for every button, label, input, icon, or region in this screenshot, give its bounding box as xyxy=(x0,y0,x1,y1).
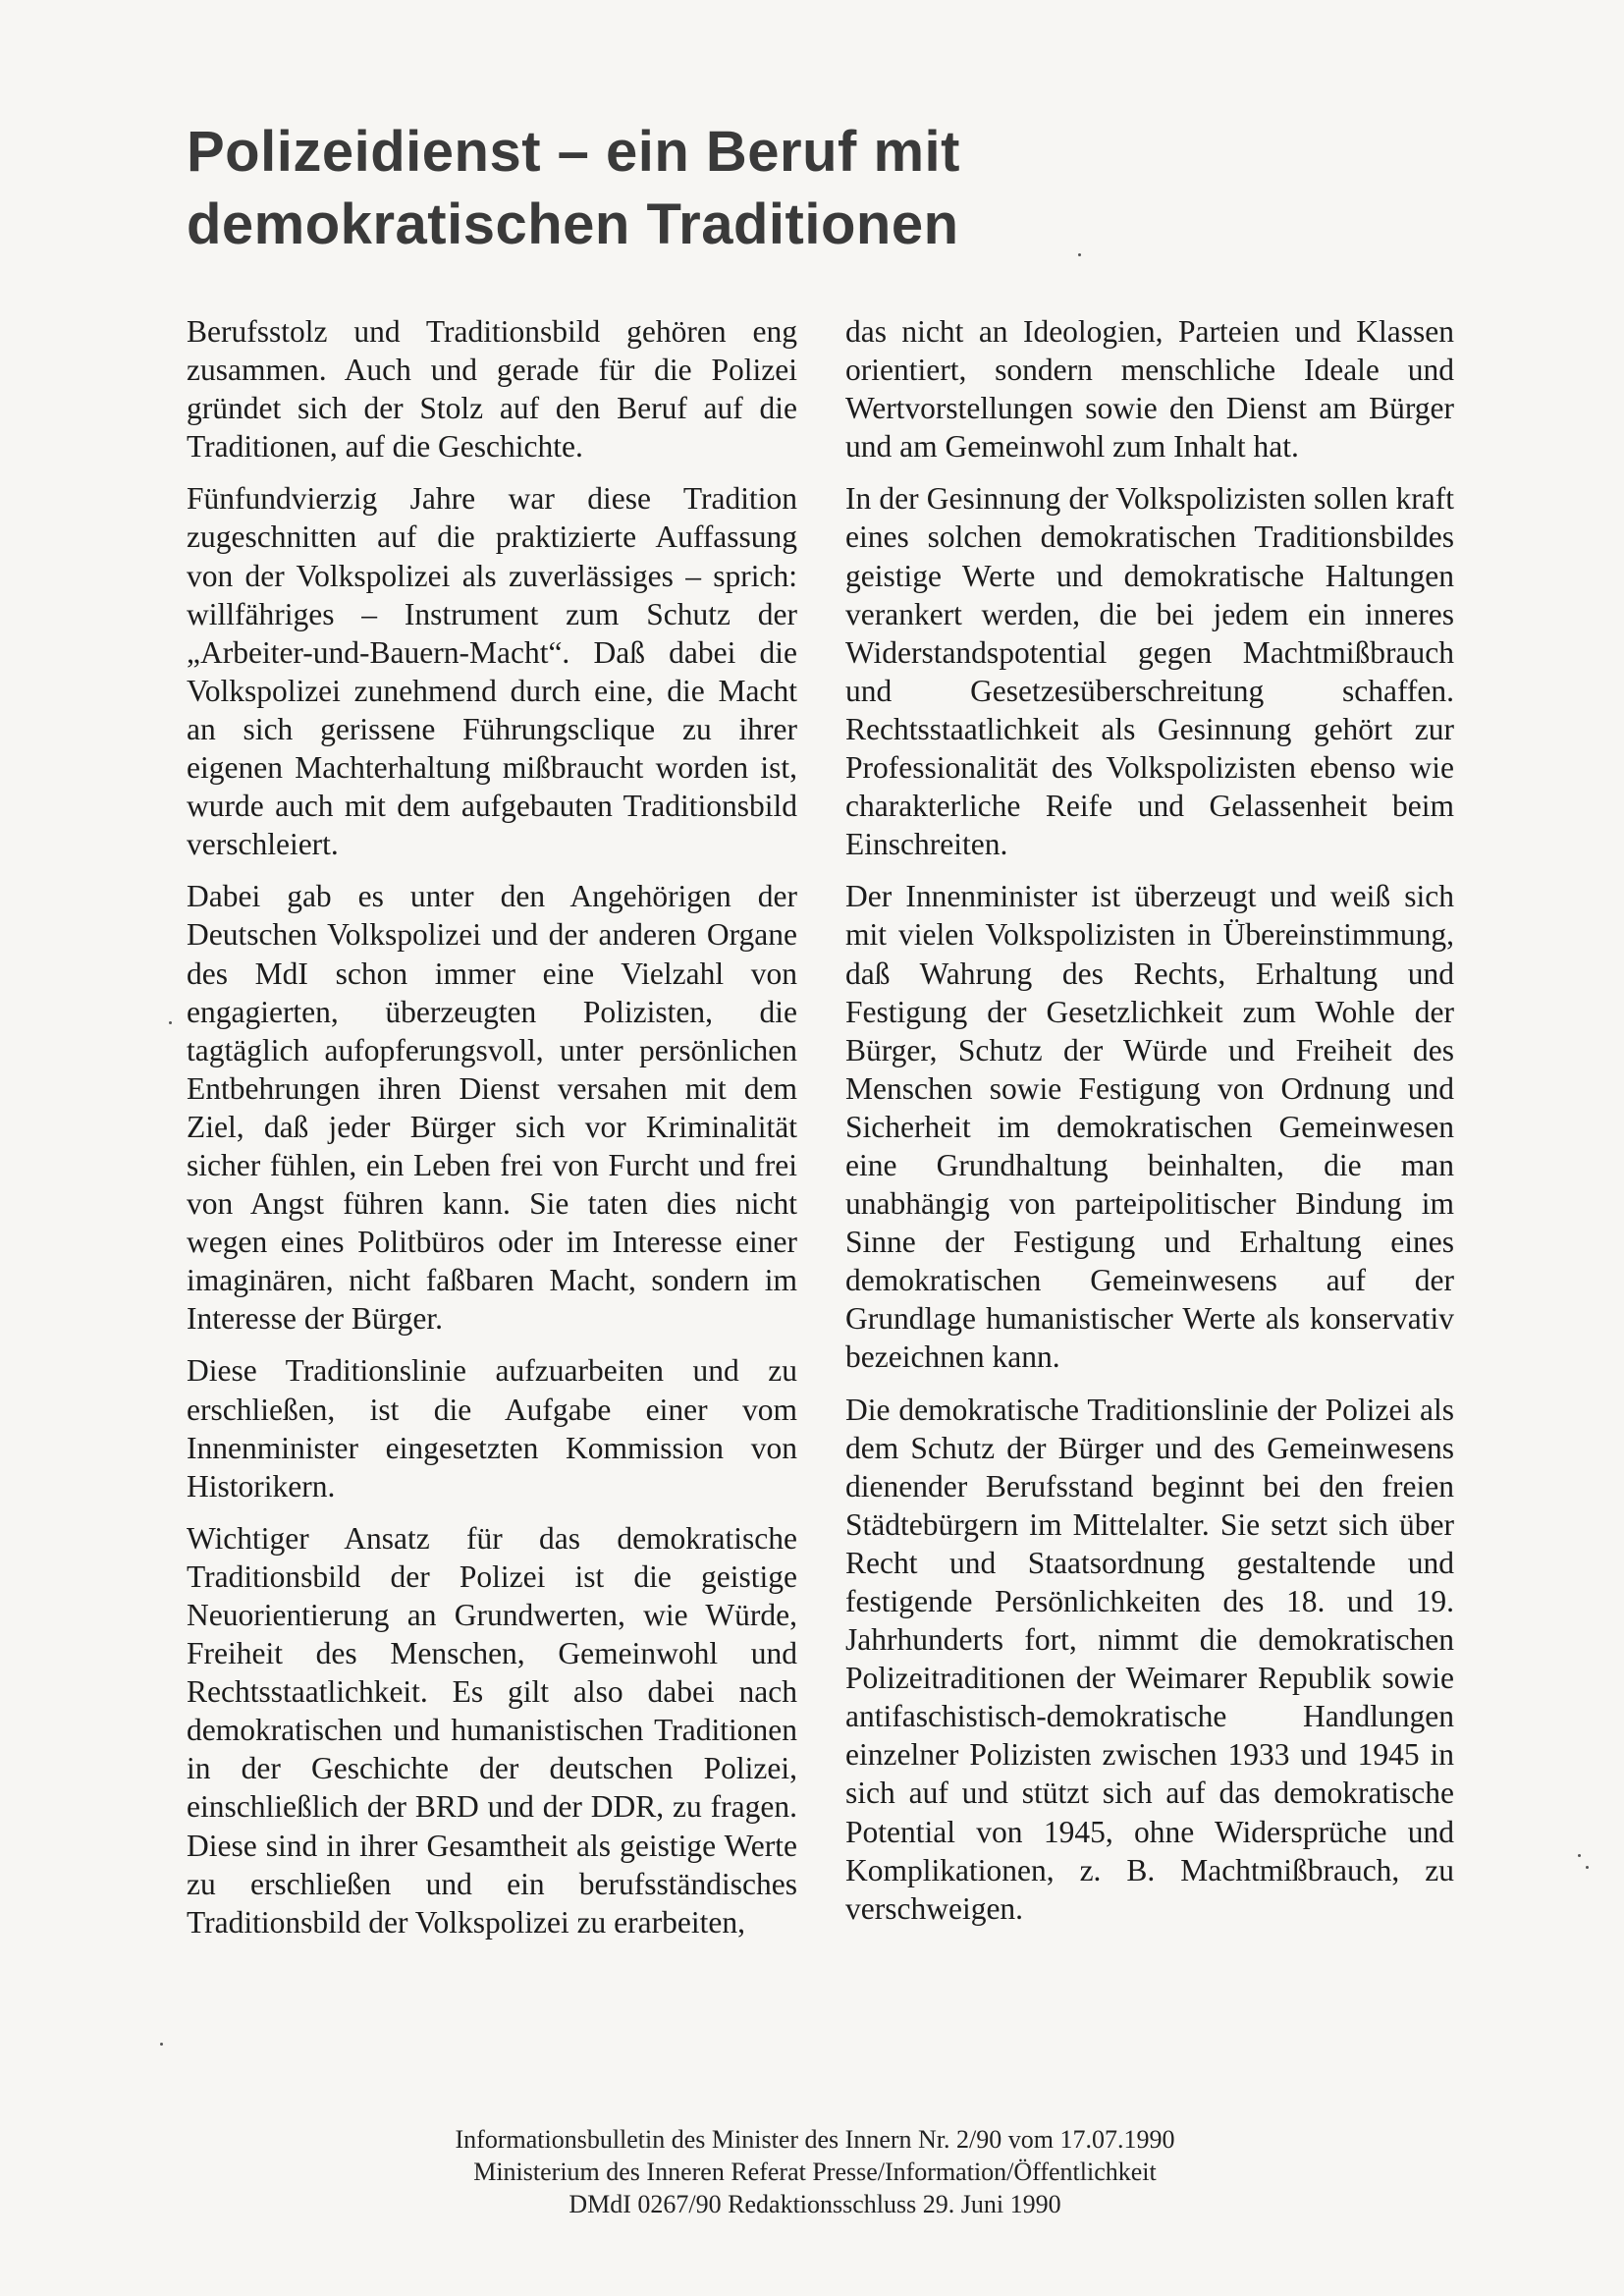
left-column xyxy=(187,312,797,1955)
paragraph: Fünfundvierzig Jahre war diese Tradition zugeschnitten auf die praktizierte Auffassung von der Volkspolizei als zuverlässiges – sprich: willfähriges – Instrument zum Schutz der „Arbeiter-und-Bauern-Macht“. Daß dabei die Volkspolizei zunehmend durch eine, die Macht an sich gerissene Führungsclique zu ihrer eigenen Machterhaltung mißbraucht worden ist, wurde auch mit dem aufgebauten Traditionsbild verschleiert. xyxy=(187,481,797,862)
right-column xyxy=(845,312,1454,1941)
paragraph: das nicht an Ideologien, Parteien und Klassen orientiert, sondern menschliche Ideale und Wertvorstellungen sowie den Dienst am Bürger und am Gemeinwohl zum Inhalt hat. xyxy=(845,314,1454,465)
scan-speck xyxy=(169,1021,172,1024)
article-title xyxy=(187,116,1227,261)
paragraph: Die demokratische Traditionslinie der Polizei als dem Schutz der Bürger und des Gemeinwesens dienender Berufsstand beginnt bei den freien Städtebürgern im Mittelalter. Sie setzt sich über Recht und Staatsordnung gestaltende und festigende Persönlichkeiten des 18. und 19. Jahrhunderts fort, nimmt die demokratischen Polizeitraditionen der Weimarer Republik sowie antifaschistisch-demokratische Handlungen einzelner Polizisten zwischen 1933 und 1945 in sich auf und stützt sich auf das demokratische Potential von 1945, ohne Widersprüche und Komplikationen, z. B. Machtmißbrauch, zu verschweigen. xyxy=(845,1392,1454,1926)
paragraph: In der Gesinnung der Volkspolizisten sollen kraft eines solchen demokratischen Traditionsbildes geistige Werte und demokratische Haltungen verankert werden, die bei jedem ein inneres Widerstandspotential gegen Machtmißbrauch und Gesetzesüberschreitung schaffen. Rechtsstaatlichkeit als Gesinnung gehört zur Professionalität des Volkspolizisten ebenso wie charakterliche Reife und Gelassenheit beim Einschreiten. xyxy=(845,481,1454,862)
scan-speck xyxy=(1586,1866,1589,1869)
paragraph: Dabei gab es unter den Angehörigen der Deutschen Volkspolizei und der anderen Organe des MdI schon immer eine Vielzahl von engagierten, überzeugten Polizisten, die tagtäglich aufopferungsvoll, unter persönlichen Entbehrungen ihren Dienst versahen mit dem Ziel, daß jeder Bürger sich vor Kriminalität sicher fühlen, ein Leben frei von Furcht und frei von Angst führen kann. Sie taten dies nicht wegen eines Politbüros oder im Interesse einer imaginären, nicht faßbaren Macht, sondern im Interesse der Bürger. xyxy=(187,879,797,1337)
scan-speck xyxy=(160,2043,163,2046)
paragraph: Der Innenminister ist überzeugt und weiß sich mit vielen Volkspolizisten in Übereinstimmung, daß Wahrung des Rechts, Erhaltung und Festigung der Gesetzlichkeit zum Wohle der Bürger, Schutz der Würde und Freiheit des Menschen sowie Festigung von Ordnung und Sicherheit im demokratischen Gemeinwesen eine Grundhaltung beinhalten, die man unabhängig von parteipolitischer Bindung im Sinne der Festigung und Erhaltung eines demokratischen Gemeinwesens auf der Grundlage humanistischer Werte als konservativ bezeichnen kann. xyxy=(845,879,1454,1375)
footer-line-3: DMdI 0267/90 Redaktionsschluss 29. Juni 1990 xyxy=(568,2190,1061,2218)
paragraph: Wichtiger Ansatz für das demokratische Traditionsbild der Polizei ist die geistige Neuorientierung an Grundwerten, wie Würde, Freiheit des Menschen, Gemeinwohl und Rechtsstaatlichkeit. Es gilt also dabei nach demokratischen und humanistischen Traditionen in der Geschichte der deutschen Polizei, einschließlich der BRD und der DDR, zu fragen. Diese sind in ihrer Gesamtheit als geistige Werte zu erschließen und ein berufsständisches Traditionsbild der Volkspolizei zu erarbeiten, xyxy=(187,1520,797,1940)
paragraph: Diese Traditionslinie aufzuarbeiten und zu erschließen, ist die Aufgabe einer vom Innenminister eingesetzten Kommission von Historikern. xyxy=(187,1353,797,1503)
footer-line-1: Informationsbulletin des Minister des Innern Nr. 2/90 vom 17.07.1990 xyxy=(455,2125,1175,2154)
scan-speck xyxy=(1078,253,1081,256)
paragraph: Berufsstolz und Traditionsbild gehören eng zusammen. Auch und gerade für die Polizei gründet sich der Stolz auf den Beruf auf die Traditionen, auf die Geschichte. xyxy=(187,314,797,465)
publication-footer xyxy=(324,2123,1306,2220)
scan-speck xyxy=(1578,1854,1581,1857)
footer-line-2: Ministerium des Inneren Referat Presse/Information/Öffentlichkeit xyxy=(473,2158,1157,2186)
title-line-2: demokratischen Traditionen xyxy=(187,192,959,256)
title-line-1: Polizeidienst – ein Beruf mit xyxy=(187,120,960,184)
